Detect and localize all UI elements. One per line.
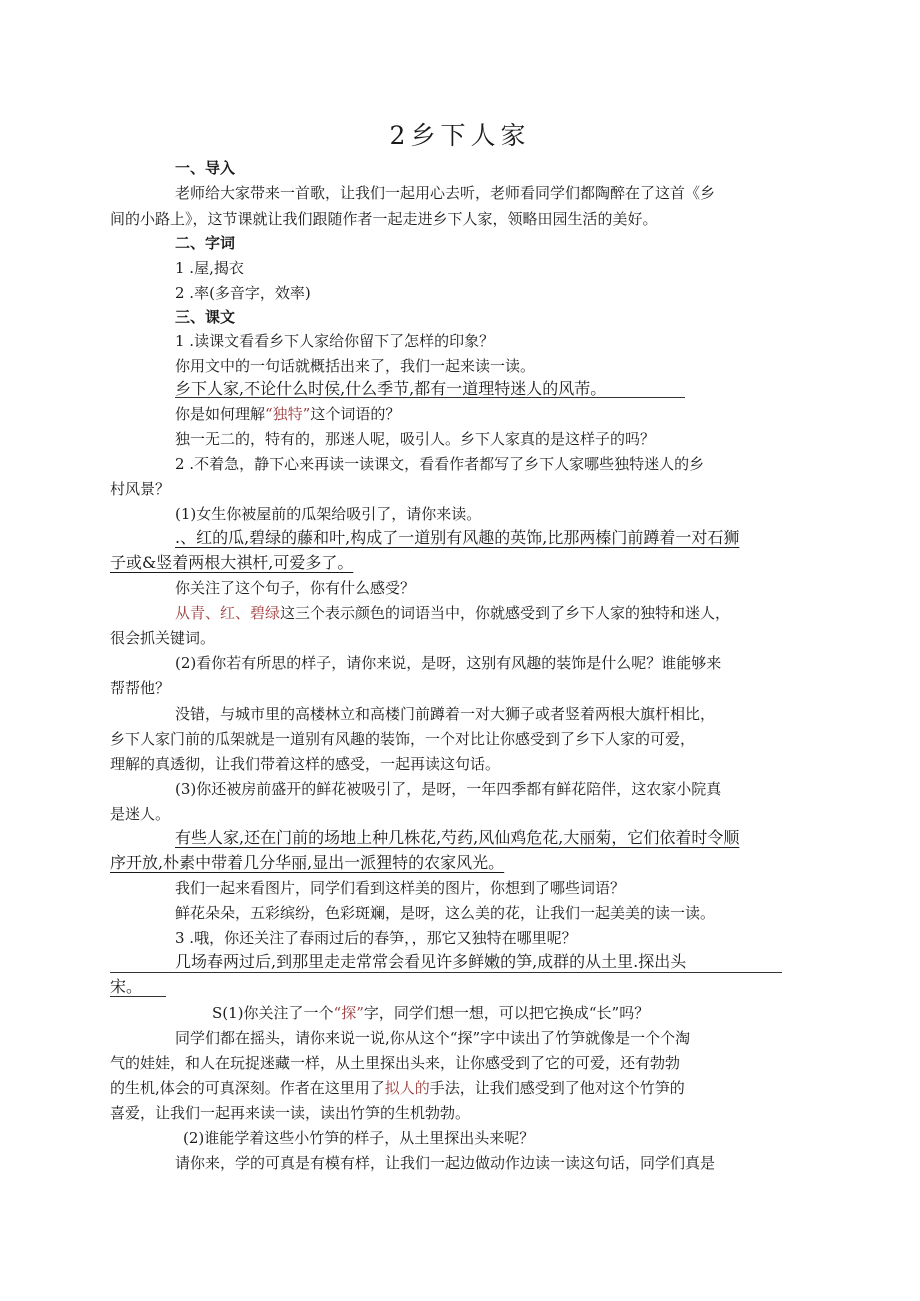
text-fragment: 这个词语的？ — [310, 405, 401, 423]
sub-question: (2)谁能学着这些小竹笋的样子，从土里探出头来呢？ — [183, 1129, 535, 1147]
key-sentence: 乡下人家,不论什么时侯,什么季节,都有一道理特迷人的风芾。 — [175, 379, 607, 398]
question-line: 2 .不着急，静下心来再读一读课文，看看作者都写了乡下人家哪些独特迷人的乡 — [175, 455, 705, 473]
section-heading-text: 三、课文 — [175, 308, 236, 326]
paragraph-line: 同学们都在摇头，请你来说一说,你从这个“探”字中读出了竹笋就像是一个个淘 — [175, 1029, 691, 1047]
text-fragment: S(1)你关注了一个 — [212, 1004, 334, 1022]
sub-question: 是迷人。 — [110, 805, 171, 823]
key-sentence: .、红的瓜,碧绿的藤和叶,构成了一道别有风趣的英饰,比那两榛门前蹲着一对石狮 — [175, 528, 740, 547]
highlighted-words: 拟人的 — [384, 1079, 430, 1097]
question-line: 3 .哦，你还关注了春雨过后的春笋，，那它又独特在哪里呢？ — [175, 929, 577, 947]
key-sentence: 序开放,朴素中带着几分华丽,显出一派狸特的农家风光。 — [110, 853, 505, 872]
paragraph-line: 你用文中的一句话就概括出来了，我们一起来读一读。 — [175, 357, 536, 375]
text-fragment: 手法，让我们感受到了他对这个竹笋的 — [429, 1079, 685, 1097]
paragraph-line — [175, 603, 730, 623]
paragraph-line: 老师给大家带来一首歌，让我们一起用心去听，老师看同学们都陶醉在了这首《乡 — [175, 184, 716, 202]
text-fragment: 字，同学们想一想，可以把它换成“长”吗？ — [363, 1004, 650, 1022]
text-fragment: 这三个表示颜色的词语当中，你就感受到了乡下人家的独特和迷人， — [280, 604, 731, 622]
sub-question: (1)女生你被屋前的瓜架给吸引了，请你来读。 — [175, 505, 482, 523]
paragraph-line — [212, 1003, 649, 1023]
paragraph-line: 气的娃娃，和人在玩捉迷藏一样，从土里探出头来，让你感受到了它的可爱，还有勃勃 — [110, 1054, 681, 1072]
paragraph-line: 没错，与城市里的高楼林立和高楼门前蹲着一对大狮子或者竖着两根大旗杆相比， — [175, 705, 716, 723]
highlighted-words: 从青、红、碧绿 — [175, 604, 281, 622]
paragraph-line: 理解的真透彻，让我们带着这样的感受，一起再读这句话。 — [110, 755, 501, 773]
section-heading-intro: 一、导入 — [175, 159, 236, 177]
paragraph-line: 乡下人家门前的瓜架就是一道别有风趣的装饰，一个对比让你感受到了乡下人家的可爱， — [110, 730, 696, 748]
paragraph-line: 你关注了这个句子，你有什么感受？ — [175, 579, 416, 597]
paragraph-line: 请你来，学的可真是有模有样，让我们一起边做动作边读一读这句话，同学们真是 — [175, 1154, 716, 1172]
lesson-title: 2乡下人家 — [389, 121, 531, 150]
key-sentence: 有些人家,还在门前的场地上种几株花,芍药,风仙鸡危花,大丽菊，它们依着时令顺 — [175, 828, 740, 847]
sub-question: (2)看你若有所思的样子，请你来说，是呀，这别有风趣的装饰是什么呢？谁能够来 — [175, 654, 722, 672]
section-heading-words: 二、字词 — [175, 234, 236, 252]
underline-rule — [110, 972, 782, 973]
key-sentence: 子或&竖着两根大祺杆,可爱多了。 — [110, 553, 354, 572]
key-sentence: 几场春两过后,到那里走走常常会看见许多鲜嫩的笋,成群的从土里.探出头 — [175, 952, 687, 971]
question-line: 1 .读课文看看乡下人家给你留下了怎样的印象？ — [175, 332, 495, 350]
highlighted-word: “探” — [333, 1004, 364, 1022]
paragraph-line: 鲜花朵朵，五彩缤纷，色彩斑斓，是呀，这么美的花，让我们一起美美的读一读。 — [175, 904, 716, 922]
key-sentence: 宋。 — [110, 977, 143, 996]
paragraph-line: 我们一起来看图片，同学们看到这样美的图片，你想到了哪些词语？ — [175, 879, 626, 897]
highlighted-word: “独特” — [265, 405, 311, 423]
paragraph-line: 独一无二的，特有的，那迷人呢，吸引人。乡下人家真的是这样子的吗？ — [175, 430, 656, 448]
text-fragment: 的生机,体会的可真深刻。作者在这里用了 — [110, 1079, 385, 1097]
paragraph-line — [175, 404, 400, 424]
sub-question: 帮帮他？ — [110, 679, 171, 697]
paragraph-line: 很会抓关键词。 — [110, 629, 216, 647]
paragraph-line: 间的小路上》，这节课就让我们跟随作者一起走进乡下人家，领略田园生活的美好。 — [110, 210, 658, 228]
paragraph-line — [110, 1078, 790, 1098]
sub-question: (3)你还被房前盛开的鲜花被吸引了，是呀，一年四季都有鲜花陪伴，这农家小院真 — [175, 780, 722, 798]
underline-rule — [110, 996, 166, 997]
text-fragment: 你是如何理解 — [175, 405, 266, 423]
paragraph-line: 喜爱，让我们一起再来读一读，读出竹笋的生机勃勃。 — [110, 1104, 471, 1122]
underline-rule — [175, 397, 685, 398]
word-item: 1 .屋,揭衣 — [175, 259, 244, 277]
word-item: 2 .率(多音字，效率) — [175, 284, 311, 302]
question-line: 村风景？ — [110, 480, 171, 498]
